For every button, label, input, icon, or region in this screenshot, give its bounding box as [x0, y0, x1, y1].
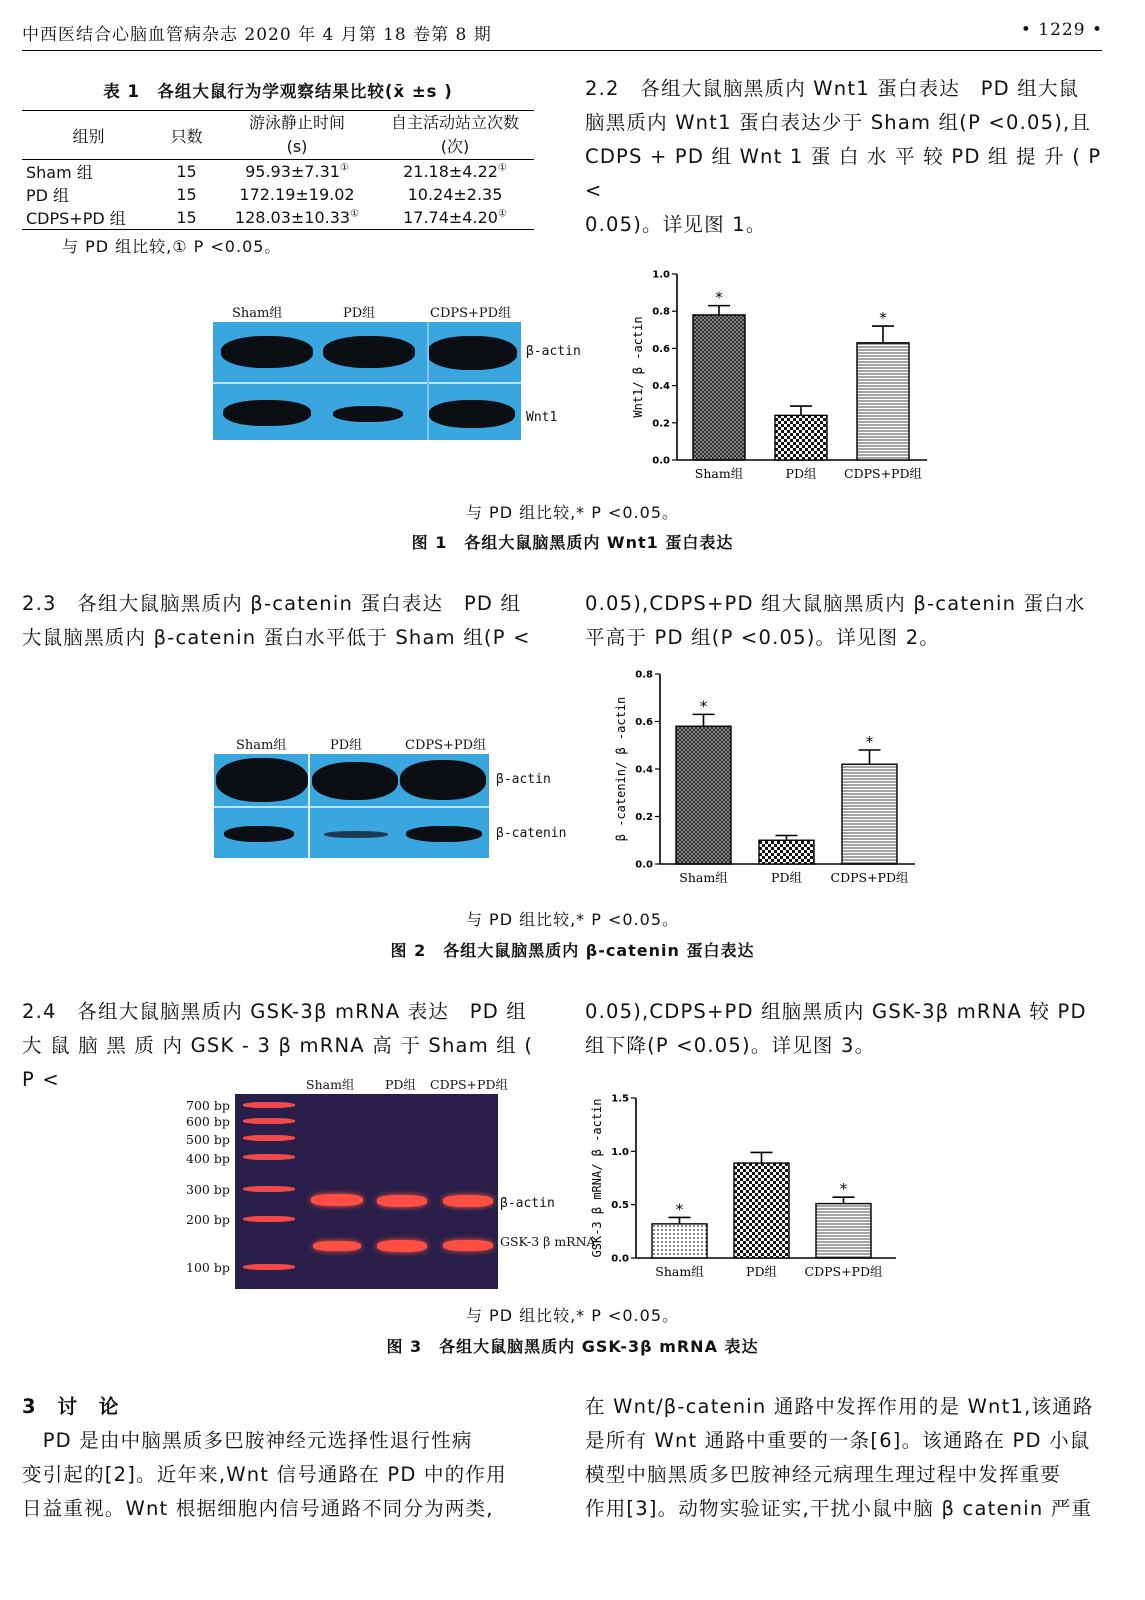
ladder-600: 600 bp — [186, 1114, 230, 1129]
y-tick-label: 0.0 — [611, 1253, 629, 1265]
y-axis-label: GSK-3 β mRNA/ β -actin — [590, 1098, 604, 1258]
x-tick-label: PD组 — [785, 466, 817, 481]
section-3-left — [22, 1390, 542, 1526]
fig1-bar-chart — [625, 262, 945, 492]
text-line: 0.05),CDPS+PD 组脑黑质内 GSK-3β mRNA 较 PD — [585, 1000, 1087, 1023]
cell-group: Sham 组 — [26, 163, 93, 182]
section-2-3-right — [585, 587, 1105, 655]
text-line: 组下降(P <0.05)。详见图 3。 — [585, 1034, 876, 1057]
text-line: 变引起的[2]。近年来,Wnt 信号通路在 PD 中的作用 — [22, 1463, 507, 1486]
cell-n: 15 — [176, 162, 197, 181]
y-tick-label: 0.0 — [635, 859, 653, 871]
cell-swim — [218, 160, 376, 184]
table1-note: 与 PD 组比较,① P <0.05。 — [62, 237, 282, 256]
ladder-200: 200 bp — [186, 1212, 230, 1227]
significance-star: * — [839, 1180, 848, 1199]
section-2-3-left — [22, 587, 542, 655]
table1-block — [22, 78, 534, 257]
swim-value: 95.93±7.31 — [245, 162, 340, 181]
swim-value: 128.03±10.33 — [234, 208, 351, 227]
y-tick-label: 0.4 — [652, 381, 670, 393]
section-3-right — [585, 1390, 1105, 1526]
text-line: 大 鼠 脑 黑 质 内 GSK - 3 β mRNA 高 于 Sham 组 ( P < — [22, 1034, 534, 1091]
y-tick-label: 0.5 — [611, 1200, 629, 1212]
fig2-lane-cdps: CDPS+PD组 — [405, 738, 487, 753]
bar-0 — [652, 1224, 707, 1258]
table-row — [22, 183, 534, 206]
y-tick-label: 0.8 — [652, 306, 670, 318]
y-tick-label: 1.0 — [611, 1146, 629, 1158]
col-stand-line1: 自主活动站立次数 — [390, 113, 519, 132]
fig2-lane-sham: Sham组 — [236, 738, 287, 753]
fig2-western-blot — [214, 754, 489, 858]
text-line: 大鼠脑黑质内 β-catenin 蛋白水平低于 Sham 组(P < — [22, 626, 531, 649]
fig2-lane-pd: PD组 — [330, 738, 363, 753]
col-group: 组别 — [72, 126, 105, 146]
fig3-agarose-gel — [235, 1094, 498, 1289]
section-2-4-right — [585, 995, 1105, 1063]
col-n: 只数 — [170, 126, 203, 146]
cell-group: PD 组 — [26, 186, 70, 205]
y-tick-label: 1.0 — [652, 269, 670, 281]
cell-stand — [376, 183, 534, 206]
bar-1 — [759, 840, 814, 864]
swim-value: 172.19±19.02 — [239, 185, 355, 204]
page-number: • 1229 • — [1020, 20, 1103, 40]
cell-swim — [218, 206, 376, 229]
fig2-caption: 图 2 各组大鼠脑黑质内 β-catenin 蛋白表达 — [390, 941, 755, 960]
significance-star: * — [675, 1200, 684, 1219]
fig3-band-gsk: GSK-3 β mRNA — [500, 1234, 596, 1249]
y-tick-label: 0.6 — [652, 343, 670, 355]
section-3-heading: 3 讨 论 — [22, 1395, 120, 1418]
significance-mark: ① — [350, 208, 360, 220]
fig3-lane-sham: Sham组 — [306, 1077, 355, 1092]
section-2-2 — [585, 72, 1105, 242]
stand-value: 10.24±2.35 — [407, 185, 503, 204]
fig3-lane-pd: PD组 — [385, 1077, 416, 1092]
fig1-western-blot — [213, 322, 521, 440]
col-stand — [376, 111, 534, 160]
fig1-note: 与 PD 组比较,* P <0.05。 — [465, 503, 680, 522]
significance-mark: ① — [497, 208, 507, 220]
stand-value: 17.74±4.20 — [403, 208, 498, 227]
x-tick-label: PD组 — [746, 1264, 777, 1279]
x-tick-label: Sham组 — [679, 870, 728, 885]
col-stand-line2: (次) — [440, 137, 470, 156]
cell-n: 15 — [176, 208, 197, 227]
y-axis-label: Wnt1/ β -actin — [631, 316, 645, 418]
text-line: 在 Wnt/β-catenin 通路中发挥作用的是 Wnt1,该通路 — [585, 1395, 1094, 1418]
x-tick-label: Sham组 — [694, 466, 744, 481]
significance-star: * — [699, 697, 708, 716]
text-line: 0.05)。详见图 1。 — [585, 213, 767, 236]
fig3-band-actin: β-actin — [500, 1196, 555, 1211]
text-line: 2.3 各组大鼠脑黑质内 β-catenin 蛋白表达 PD 组 — [22, 592, 522, 615]
text-line: 2.2 各组大鼠脑黑质内 Wnt1 蛋白表达 PD 组大鼠 — [585, 77, 1080, 100]
journal-header: 中西医结合心脑血管病杂志 2020 年 4 月第 18 卷第 8 期 — [22, 25, 492, 45]
fig1-band-wnt1: Wnt1 — [526, 410, 558, 425]
table-row — [22, 206, 534, 229]
col-swim-line1: 游泳静止时间 — [248, 113, 345, 132]
text-line: 2.4 各组大鼠脑黑质内 GSK-3β mRNA 表达 PD 组 — [22, 1000, 528, 1023]
y-tick-label: 0.6 — [635, 717, 653, 728]
y-tick-label: 0.0 — [652, 455, 670, 467]
significance-star: * — [715, 288, 723, 307]
fig3-lane-cdps: CDPS+PD组 — [430, 1077, 508, 1092]
fig2-band-actin: β-actin — [496, 772, 551, 787]
bar-2 — [857, 343, 909, 460]
bar-2 — [842, 764, 897, 864]
fig2-note: 与 PD 组比较,* P <0.05。 — [465, 910, 680, 929]
bar-1 — [775, 415, 827, 460]
ladder-100: 100 bp — [186, 1260, 230, 1275]
cell-stand — [376, 206, 534, 229]
fig3-note: 与 PD 组比较,* P <0.05。 — [465, 1306, 680, 1325]
table1-title: 表 1 各组大鼠行为学观察结果比较(x̄ ±s ) — [103, 82, 453, 101]
text-line: PD 是由中脑黑质多巴胺神经元选择性退行性病 — [22, 1429, 473, 1452]
y-tick-label: 0.2 — [652, 418, 670, 430]
bar-1 — [734, 1163, 789, 1258]
text-line: 平高于 PD 组(P <0.05)。详见图 2。 — [585, 626, 941, 649]
y-tick-label: 0.8 — [635, 669, 653, 681]
y-axis-label: β -catenin/ β -actin — [614, 696, 628, 842]
text-line: 脑黑质内 Wnt1 蛋白表达少于 Sham 组(P <0.05),且 — [585, 111, 1092, 134]
x-tick-label: CDPS+PD组 — [844, 466, 922, 481]
cell-group: CDPS+PD 组 — [26, 209, 126, 228]
table-header-row — [22, 111, 534, 160]
x-tick-label: Sham组 — [655, 1264, 704, 1279]
cell-n: 15 — [176, 185, 197, 204]
ladder-300: 300 bp — [186, 1182, 230, 1197]
text-line: 日益重视。Wnt 根据细胞内信号通路不同分为两类, — [22, 1497, 494, 1520]
fig1-lane-cdps: CDPS+PD组 — [430, 306, 512, 321]
table1 — [22, 111, 534, 229]
fig2-bar-chart — [600, 664, 930, 899]
y-tick-label: 0.4 — [635, 764, 653, 776]
significance-star: * — [865, 733, 874, 751]
significance-star: * — [879, 309, 887, 328]
fig2-band-catenin: β-catenin — [496, 826, 567, 841]
ladder-700: 700 bp — [186, 1098, 230, 1113]
bar-2 — [816, 1204, 871, 1258]
text-line: 模型中脑黑质多巴胺神经元病理生理过程中发挥重要 — [585, 1463, 1062, 1486]
significance-mark: ① — [497, 162, 507, 174]
header-rule — [22, 50, 1102, 51]
stand-value: 21.18±4.22 — [403, 162, 498, 181]
ladder-400: 400 bp — [186, 1151, 230, 1166]
table-row — [22, 160, 534, 184]
ladder-500: 500 bp — [186, 1132, 230, 1147]
bar-0 — [693, 315, 745, 460]
text-line: 作用[3]。动物实验证实,干扰小鼠中脑 β catenin 严重 — [585, 1497, 1093, 1520]
significance-mark: ① — [339, 162, 349, 174]
x-tick-label: PD组 — [771, 870, 802, 885]
x-tick-label: CDPS+PD组 — [830, 870, 909, 885]
text-line: CDPS + PD 组 Wnt 1 蛋 白 水 平 较 PD 组 提 升 ( P < — [585, 145, 1102, 202]
cell-stand — [376, 160, 534, 184]
text-line: 0.05),CDPS+PD 组大鼠脑黑质内 β-catenin 蛋白水 — [585, 592, 1086, 615]
bar-0 — [676, 726, 731, 864]
fig3-bar-chart — [590, 1088, 926, 1288]
fig1-lane-pd: PD组 — [343, 306, 376, 321]
fig1-lane-sham: Sham组 — [232, 306, 283, 321]
y-tick-label: 1.5 — [611, 1093, 629, 1105]
text-line: 是所有 Wnt 通路中重要的一条[6]。该通路在 PD 小鼠 — [585, 1429, 1091, 1452]
y-tick-label: 0.2 — [635, 812, 653, 823]
x-tick-label: CDPS+PD组 — [804, 1264, 883, 1279]
col-swim-line2: (s) — [286, 137, 308, 156]
fig3-caption: 图 3 各组大鼠脑黑质内 GSK-3β mRNA 表达 — [386, 1337, 759, 1356]
fig1-band-actin: β-actin — [526, 344, 581, 359]
col-swim — [218, 111, 376, 160]
fig1-caption: 图 1 各组大鼠脑黑质内 Wnt1 蛋白表达 — [411, 533, 734, 552]
cell-swim — [218, 183, 376, 206]
